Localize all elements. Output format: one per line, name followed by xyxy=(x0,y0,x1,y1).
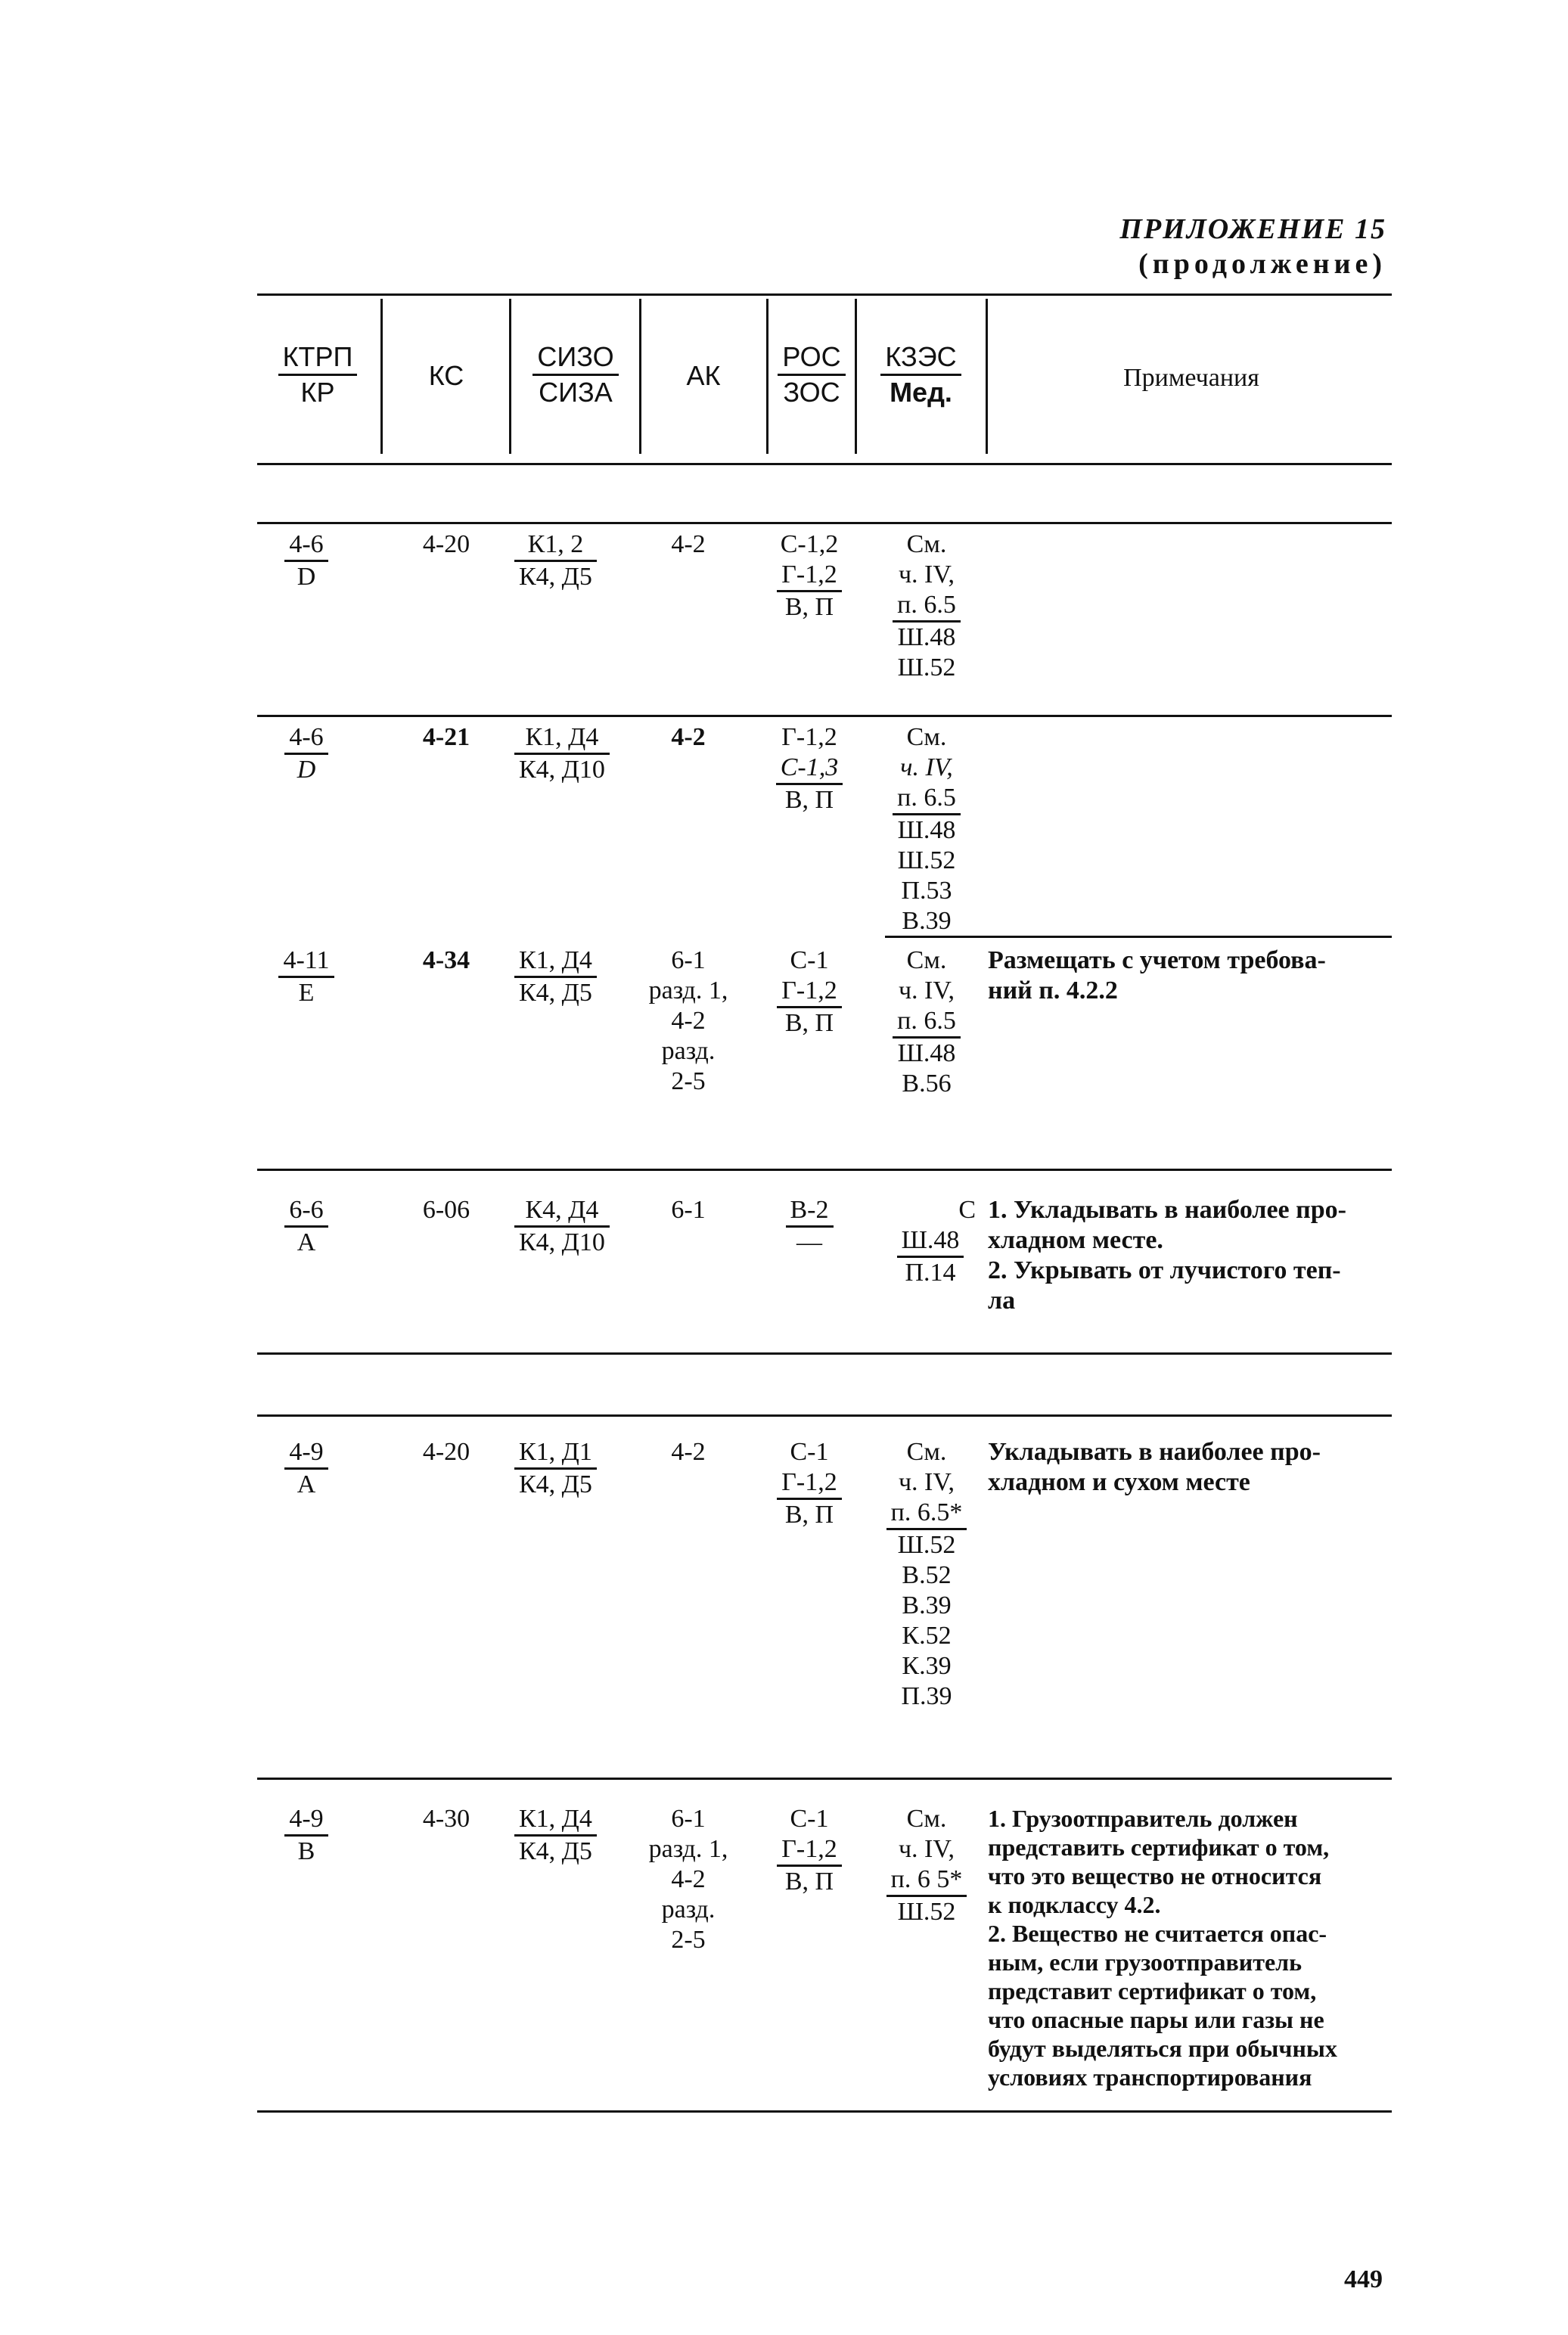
row5-ros-zos: С-1 $\frac{Г-1,2}{В, П}$ xyxy=(756,1437,862,1530)
header-sep-4 xyxy=(766,299,768,454)
row4-ks: 6-06 xyxy=(422,1196,470,1224)
row1-kzes-med: См. ч. IV, $\frac{п. 6.5}{Ш.48}$ Ш.52 xyxy=(877,529,976,683)
table-bottom-rule xyxy=(257,2110,1392,2113)
row6-ks: 4-30 xyxy=(422,1805,470,1833)
row5-ks: 4-20 xyxy=(422,1438,470,1466)
header-sizo-siza: $\frac{\text{СИЗО}}{\text{СИЗА}}$ xyxy=(514,340,637,409)
row6-sizo-siza: $\frac{К1, Д4}{К4, Д5}$ xyxy=(514,1804,643,1867)
header-notes: Примечания xyxy=(1123,364,1259,392)
row6-rule xyxy=(257,1778,1392,1780)
header-bottom-rule xyxy=(257,463,1392,465)
row3-ak: 6-1 разд. 1, 4-2 разд. 2-5 xyxy=(648,946,728,1095)
header-kzes-med: $\frac{\text{КЗЭС}}{\text{Мед.}}$ xyxy=(859,340,983,409)
row4-sizo-siza: $\frac{К4, Д4}{К4, Д10}$ xyxy=(514,1195,643,1258)
header-ak: АК xyxy=(686,360,721,391)
row2-ak: 4-2 xyxy=(671,723,706,751)
row3-ros-zos: С-1 $\frac{Г-1,2}{В, П}$ xyxy=(756,945,862,1039)
row2-ks: 4-21 xyxy=(422,723,470,751)
row5-sizo-siza: $\frac{К1, Д1}{К4, Д5}$ xyxy=(514,1437,643,1500)
row4-ktrp-kr: $\frac{6-6}{A}$ xyxy=(257,1195,356,1258)
row6-ros-zos: С-1 $\frac{Г-1,2}{В, П}$ xyxy=(756,1804,862,1897)
row4-notes: 1. Укладывать в наиболее про- хладном месте. 2. Укрывать от лучистого теп- ла xyxy=(988,1196,1346,1315)
row4-ak: 6-1 xyxy=(671,1196,706,1224)
row6-notes: 1. Грузоотправитель должен представить сертификат о том, что это вещество не относится к подклассу 4.2. 2. Вещество не считается опас- ным, если грузоотправитель представит сертификат о том, что опасные пары или газы не будут выделяться при обычных условиях транспортирования xyxy=(988,1805,1337,2091)
row3-kzes-med: См. ч. IV, $\frac{п. 6.5}{Ш.48}$ В.56 xyxy=(877,945,976,1099)
row2-ros-zos: Г-1,2 $\frac{С-1,3}{В, П}$ xyxy=(756,722,862,815)
row4-bottom-rule xyxy=(257,1352,1392,1355)
row3-ktrp-kr: $\frac{4-11}{E}$ xyxy=(257,945,356,1008)
row4-kzes-med: С $\frac{Ш.48}{П.14}$ xyxy=(885,1195,976,1288)
row5-ktrp-kr: $\frac{4-9}{A}$ xyxy=(257,1437,356,1500)
header-sep-3 xyxy=(639,299,641,454)
row3-ks: 4-34 xyxy=(422,946,470,974)
row1-ks: 4-20 xyxy=(422,530,470,558)
header-sep-2 xyxy=(509,299,511,454)
row3-sizo-siza: $\frac{К1, Д4}{К4, Д5}$ xyxy=(514,945,643,1008)
row4-rule xyxy=(257,1169,1392,1171)
row5-ak: 4-2 xyxy=(671,1438,706,1466)
row4-ros-zos: $\frac{В-2}{—}$ xyxy=(764,1195,855,1258)
appendix-heading xyxy=(1119,212,1386,281)
row5-kzes-med: См. ч. IV, $\frac{п. 6.5*}{Ш.52}$ В.52 В.39 К.52 К.39 П.39 xyxy=(877,1437,976,1712)
header-sep-5 xyxy=(855,299,857,454)
row1-rule xyxy=(257,522,1392,524)
page-number: 449 xyxy=(1344,2265,1383,2293)
row2-sizo-siza: $\frac{К1, Д4}{К4, Д10}$ xyxy=(514,722,643,785)
row6-ak: 6-1 разд. 1, 4-2 разд. 2-5 xyxy=(648,1805,728,1954)
row5-rule xyxy=(257,1414,1392,1417)
row1-sizo-siza: $\frac{К1, 2}{К4, Д5}$ xyxy=(514,529,643,592)
header-sep-1 xyxy=(380,299,383,454)
appendix-subtitle: (продолжение) xyxy=(1138,248,1386,280)
row6-kzes-med: См. ч. IV, $\frac{п. 6 5*}{Ш.52}$ xyxy=(877,1804,976,1927)
row1-ros-zos: С-1,2 $\frac{Г-1,2}{В, П}$ xyxy=(756,529,862,623)
row2-kzes-med: См. ч. IV, $\frac{п. 6.5}{Ш.48}$ Ш.52 П.53 В.39 xyxy=(877,722,976,936)
row1-ktrp-kr: $\frac{4-6}{D}$ xyxy=(257,529,356,592)
header-sep-6 xyxy=(986,299,988,454)
header-top-rule xyxy=(257,293,1392,296)
header-ks: КС xyxy=(428,360,464,391)
header-ktrp-kr: $\frac{\text{КТРП}}{КР}$ xyxy=(257,340,378,409)
row2-ktrp-kr: $\frac{4-6}{D}$ xyxy=(257,722,356,785)
row3-notes: Размещать с учетом требова- ний п. 4.2.2 xyxy=(988,946,1326,1004)
header-ros-zos: $\frac{\text{РОС}}{\text{ЗОС}}$ xyxy=(770,340,853,409)
appendix-title: ПРИЛОЖЕНИЕ 15 xyxy=(1119,213,1386,245)
row2-rule xyxy=(257,715,1392,717)
row1-ak: 4-2 xyxy=(671,530,706,558)
row5-notes: Укладывать в наиболее про- хладном и сухом месте xyxy=(988,1438,1321,1496)
row6-ktrp-kr: $\frac{4-9}{B}$ xyxy=(257,1804,356,1867)
row3-rule xyxy=(885,936,1392,938)
